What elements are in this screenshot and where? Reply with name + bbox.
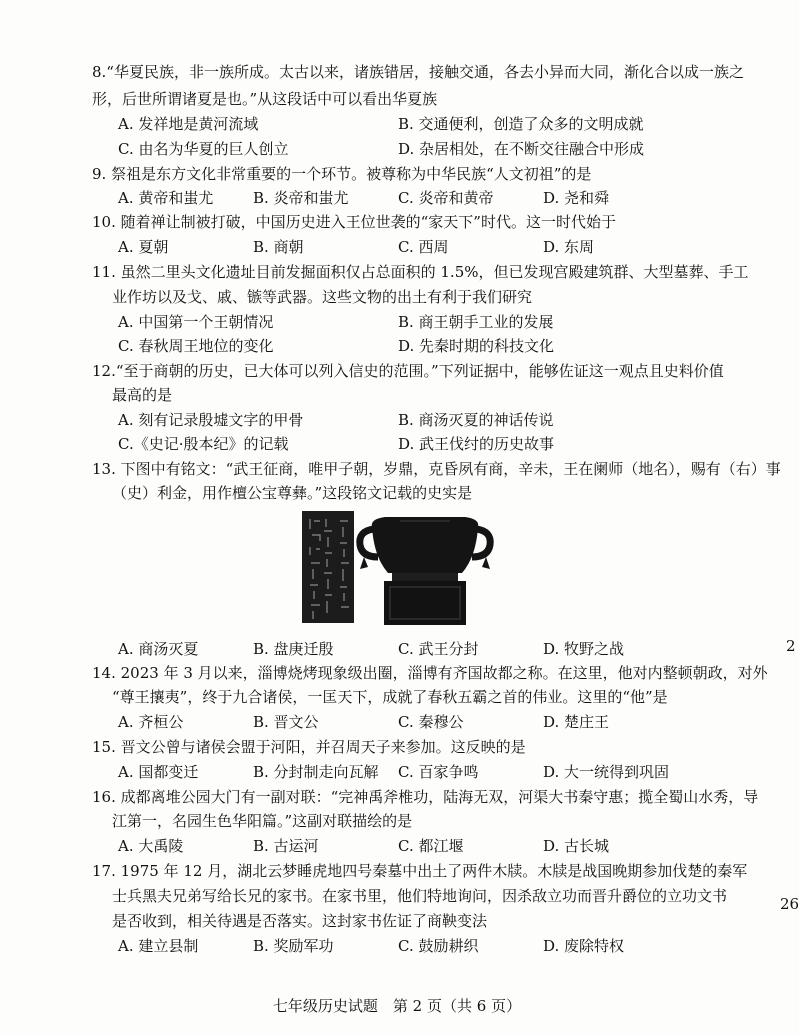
q16-stem-line1: 16. 成都离堆公园大门有一副对联：“完神禹斧椎功，陆海无双，河渠大书秦守惠；揽全蜀山水秀，导: [92, 788, 759, 806]
li-gui-vessel-illustration: [300, 507, 530, 627]
q14-stem-line2: “尊王攘夷”，终于九合诸侯，一匡天下，成就了春秋五霸之首的伟业。这里的“他”是: [112, 688, 668, 706]
q16-option-b: B. 古运河: [253, 837, 319, 855]
q12-option-b: B. 商汤灭夏的神话传说: [398, 411, 554, 429]
q10-option-c: C. 西周: [398, 238, 449, 256]
bronze-gui-image: [300, 507, 530, 627]
q13-option-c: C. 武王分封: [398, 640, 479, 658]
q17-stem-line3: 是否收到，相关待遇是否落实。这封家书佐证了商鞅变法: [112, 912, 488, 930]
margin-mark-lower: 26: [780, 895, 799, 913]
q13-stem-line1: 13. 下图中有铭文：“武王征商，唯甲子朝，岁鼎，克昏夙有商，辛未，王在阑师（地名），赐有（右）事: [92, 460, 781, 478]
q16-option-c: C. 都江堰: [398, 837, 464, 855]
q11-stem-line1: 11. 虽然二里头文化遗址目前发掘面积仅占总面积的 1.5%，但已发现宫殿建筑群、大型墓葬、手工: [92, 263, 749, 281]
q17-option-c: C. 鼓励耕织: [398, 937, 479, 955]
q8-option-d: D. 杂居相处，在不断交往融合中形成: [398, 140, 645, 158]
q9-stem: 9. 祭祖是东方文化非常重要的一个环节。被尊称为中华民族“人文初祖”的是: [92, 165, 592, 183]
q10-option-d: D. 东周: [543, 238, 595, 256]
q13-option-d: D. 牧野之战: [543, 640, 625, 658]
q8-stem-line2: 形，后世所谓诸夏是也。”从这段话中可以看出华夏族: [92, 90, 438, 108]
q10-option-b: B. 商朝: [253, 238, 304, 256]
q9-option-d: D. 尧和舜: [543, 189, 610, 207]
q11-option-c: C. 春秋周王地位的变化: [118, 337, 274, 355]
margin-mark-upper: 2: [786, 637, 796, 655]
page-footer: 七年级历史试题 第 2 页（共 6 页）: [272, 997, 522, 1015]
q11-option-d: D. 先秦时期的科技文化: [398, 337, 555, 355]
q10-option-a: A. 夏朝: [118, 238, 169, 256]
q13-stem-line2: （史）利金，用作檀公宝尊彝。”这段铭文记载的史实是: [112, 484, 473, 502]
q17-option-b: B. 奖励军功: [253, 937, 334, 955]
q12-option-d: D. 武王伐纣的历史故事: [398, 435, 555, 453]
q16-option-d: D. 古长城: [543, 837, 610, 855]
q11-stem-line2: 业作坊以及戈、戚、镞等武器。这些文物的出土有利于我们研究: [112, 288, 533, 306]
q9-option-b: B. 炎帝和蚩尤: [253, 189, 349, 207]
q12-stem-line1: 12.“至于商朝的历史，已大体可以列入信史的范围。”下列证据中，能够佐证这一观点且史料价值: [92, 362, 724, 380]
q16-option-a: A. 大禹陵: [118, 837, 184, 855]
q15-option-b: B. 分封制走向瓦解: [253, 763, 379, 781]
q12-option-a: A. 刻有记录殷墟文字的甲骨: [118, 411, 304, 429]
q8-option-b: B. 交通便利，创造了众多的文明成就: [398, 115, 644, 133]
q13-option-b: B. 盘庚迁殷: [253, 640, 334, 658]
q10-stem: 10. 随着禅让制被打破，中国历史进入王位世袭的“家天下”时代。这一时代始于: [92, 213, 616, 231]
vessel-foot: [392, 573, 458, 581]
q9-option-a: A. 黄帝和蚩尤: [118, 189, 214, 207]
q17-stem-line2: 士兵黑夫兄弟写给长兄的家书。在家书里，他们特地询问，因杀敌立功而晋升爵位的立功文书: [112, 887, 728, 905]
q14-option-c: C. 秦穆公: [398, 713, 464, 731]
q9-option-c: C. 炎帝和黄帝: [398, 189, 494, 207]
q14-stem-line1: 14. 2023 年 3 月以来，淄博烧烤现象级出圈，淄博有齐国故都之称。在这里，他对内整顿朝政，对外: [92, 664, 768, 682]
q8-option-c: C. 由名为华夏的巨人创立: [118, 140, 289, 158]
q13-option-a: A. 商汤灭夏: [118, 640, 199, 658]
q17-option-a: A. 建立县制: [118, 937, 199, 955]
q17-stem-line1: 17. 1975 年 12 月，湖北云梦睡虎地四号秦墓中出土了两件木牍。木牍是战国晚期参加伐楚的秦军: [92, 862, 748, 880]
q12-option-c: C.《史记·殷本纪》的记载: [118, 435, 289, 453]
vessel-body: [372, 517, 478, 573]
q12-stem-line2: 最高的是: [112, 386, 173, 404]
q8-stem-line1: 8.“华夏民族，非一族所成。太古以来，诸族错居，接触交通，各去小异而大同，渐化合以成一族之: [92, 63, 744, 81]
q8-option-a: A. 发祥地是黄河流域: [118, 115, 259, 133]
q15-option-c: C. 百家争鸣: [398, 763, 479, 781]
q14-option-d: D. 楚庄王: [543, 713, 610, 731]
q17-option-d: D. 废除特权: [543, 937, 625, 955]
q11-option-b: B. 商王朝手工业的发展: [398, 313, 554, 331]
q14-option-a: A. 齐桓公: [118, 713, 184, 731]
q15-option-d: D. 大一统得到巩固: [543, 763, 670, 781]
q14-option-b: B. 晋文公: [253, 713, 319, 731]
q15-stem: 15. 晋文公曾与诸侯会盟于河阳，并召周天子来参加。这反映的是: [92, 738, 526, 756]
q15-option-a: A. 国都变迁: [118, 763, 199, 781]
q11-option-a: A. 中国第一个王朝情况: [118, 313, 274, 331]
q16-stem-line2: 江第一，名园生色华阳篇。”这副对联描绘的是: [112, 812, 413, 830]
